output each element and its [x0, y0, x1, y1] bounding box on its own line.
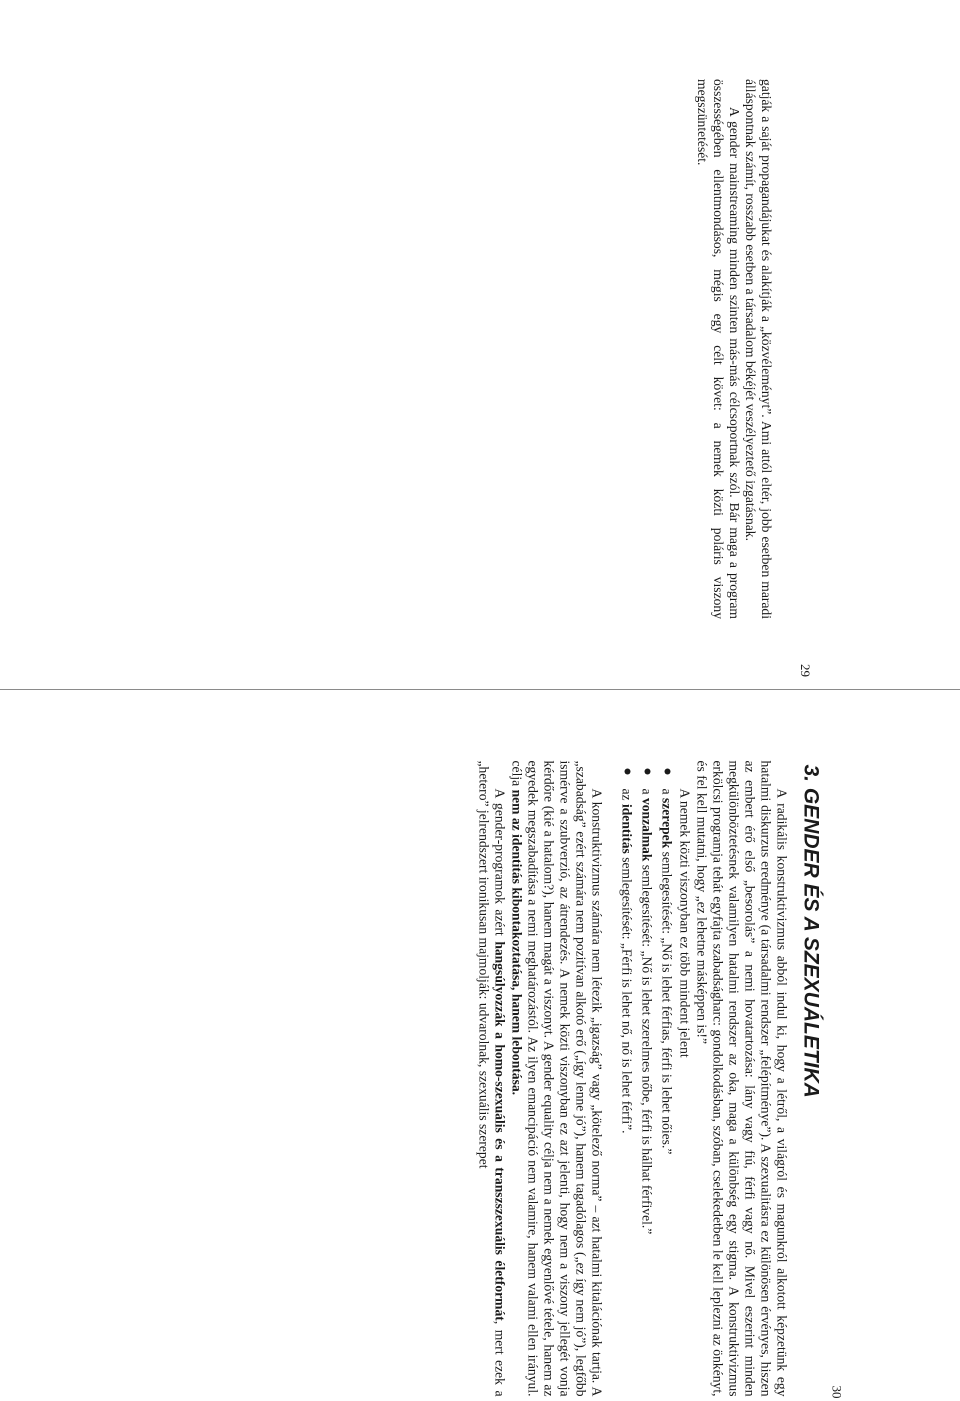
- page-number: 29: [798, 664, 813, 677]
- paragraph: gatják a saját propagandájukat és alakítják a „közvéleményt”. Ami attól eltér, jobb esetben maradi álláspontnak számít, rosszabb esetben a társadalom békéjét veszélyeztető izgatásnak.: [742, 79, 774, 619]
- page-right: [108, 761, 853, 1401]
- emphasis-text: nem az identitás kibontakoztatása, hanem lebontása.: [509, 789, 525, 1096]
- bullet-icon: [645, 769, 651, 775]
- bullet-text: semlegesítését: „Nő is lehet szerelmes nőbe, férfi is hálhat férfivel.”: [639, 861, 655, 1235]
- page-left: [80, 79, 820, 679]
- list-item: [619, 761, 635, 1397]
- page-body: [476, 761, 823, 1397]
- page-body: [694, 79, 774, 619]
- paragraph: A nemek közti viszonyban ez több mindent jelent: [677, 788, 693, 1058]
- emphasis-text: hangsúlyozzák a homo-szexuális és a transzszexuális életformát: [493, 941, 508, 1321]
- chapter-heading: 3. GENDER ÉS A SZEXUÁLETIKA: [799, 764, 823, 1098]
- paragraph-text: célja: [509, 760, 525, 790]
- paragraph: [508, 761, 605, 1397]
- bullet-text: semlegesítését: „Nő is lehet férfias, férfi is lehet nőies.”: [659, 848, 675, 1155]
- bullet-icon: [625, 769, 631, 775]
- paragraph-text: A konstruktivizmus számára nem létezik „igazság” vagy „kötelező norma” – azt hatalmi kitalációnak tartja. A „szabadság” ezért számára nem pozitívan alkotó erő („így lenne jó”), hanem tagadólagos („ez így nem jó”), legfőbb ismérve a szubverzió, az átrendezés. A nemek közti viszonyban ez azt jelenti, hogy nem a viszony jellegét vonja kérdőre (kié a hatalom?), hanem magát a viszonyt. A gender equality célja nem a nemek egyenlővé tétele, hanem az egyedek megszabadítása a nemi meghatározástól. Az ilyen emancipáció nem valamire, hanem valami ellen irányul.: [525, 760, 605, 1397]
- list-item: [639, 761, 655, 1397]
- paragraph: [476, 761, 508, 1397]
- bullet-prefix: az: [619, 788, 635, 804]
- page-number: 30: [829, 1385, 845, 1399]
- bullet-text: semlegesítését: „Férfi is lehet nő, nő is lehet férfi”.: [619, 853, 635, 1134]
- page-divider: [0, 689, 960, 690]
- bullet-keyword: identitás: [619, 803, 635, 854]
- list-item: [659, 761, 675, 1397]
- paragraph-text: A gender-programok azért: [493, 788, 508, 942]
- bullet-prefix: a: [659, 788, 675, 798]
- paragraph: A gender mainstreaming minden szinten más-más célcsoportnak szól. Bár maga a program összességében ellentmondásos, mégis egy célt követ: a nemek közti poláris viszony megszüntetését.: [694, 79, 742, 619]
- bullet-prefix: a: [639, 788, 655, 798]
- bullet-icon: [665, 769, 671, 775]
- bullet-keyword: vonzalmak: [639, 797, 655, 862]
- paragraph: A radikális konstruktivizmus abból indul ki, hogy a létről, a világról és magunkról alkotott képzetünk egy hatalmi diskurzus eredménye (a társadalmi rendszer „felépítménye”). A szexualitásra ez különösen érvényes, hiszen az embert érő első „besorolás” a nemi hovatartozása: lány vagy fiú, férfi vagy nő. Mivel eszerint minden megkülönböztetésnek valamilyen hatalmi rendszer az oka, maga a különbség egy stigma. A konstruktivizmus erkölcsi programja tehát egyfajta szabadságharc: gondolkodásban, szóban, cselekedetben le kell leplezni az önkényt, és fel kell mutatni, hogy „ez lehetne másképpen is!”: [694, 760, 790, 1397]
- bullet-list: [619, 761, 675, 1397]
- paragraph-text: , mert ezek a „hetero” jelrendszert ironikusan majmolják: udvarolnak, szexuális szerepet: [476, 760, 508, 1397]
- bullet-keyword: szerepek: [659, 797, 675, 849]
